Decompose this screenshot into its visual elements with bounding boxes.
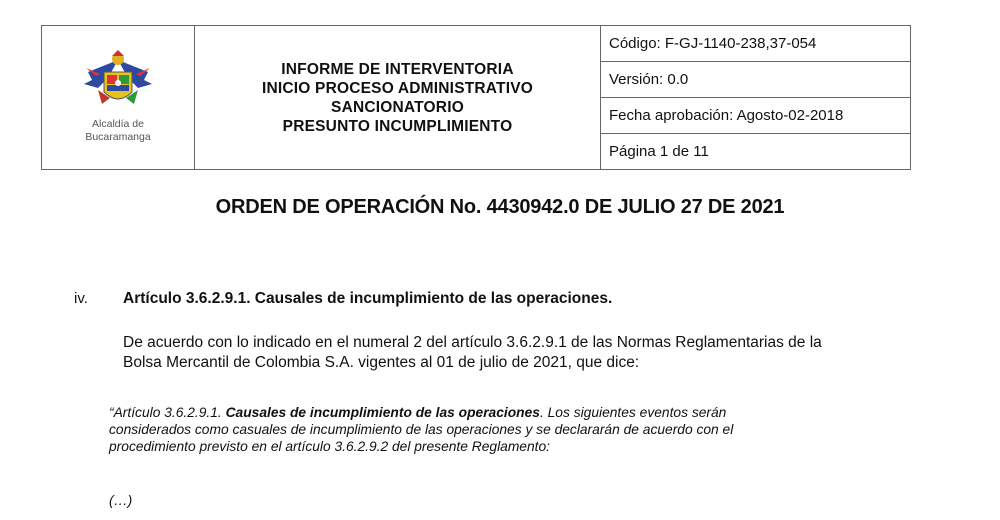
item-number: iv. <box>74 290 88 307</box>
fecha-aprobacion-cell: Fecha aprobación: Agosto-02-2018 <box>601 98 911 134</box>
codigo-cell: Código: F-GJ-1140-238,37-054 <box>601 26 911 62</box>
coat-of-arms-icon <box>78 50 158 112</box>
header-title-line-4: PRESUNTO INCUMPLIMIENTO <box>282 117 513 135</box>
body-paragraph <box>123 333 893 373</box>
header-title-line-3: SANCIONATORIO <box>331 98 464 116</box>
paragraph-line-2: Bolsa Mercantil de Colombia S.A. vigentes al 01 de julio de 2021, que dice: <box>123 354 640 371</box>
paragraph-line-1: De acuerdo con lo indicado en el numeral 2 del artículo 3.6.2.9.1 de las Normas Reglamentarias de la <box>123 334 822 351</box>
version-cell: Versión: 0.0 <box>601 62 911 98</box>
logo-text-line2: Bucaramanga <box>85 131 151 143</box>
header-title-cell <box>195 26 601 170</box>
header-title-line-2: INICIO PROCESO ADMINISTRATIVO <box>261 79 534 97</box>
quote-line-1 <box>109 404 899 421</box>
quote-bold-heading: Causales de incumplimiento de las operaciones <box>225 405 540 420</box>
logo-text-line1: Alcaldía de <box>92 118 144 130</box>
quoted-article <box>109 404 899 455</box>
item-heading: Artículo 3.6.2.9.1. Causales de incumplimiento de las operaciones. <box>123 290 613 307</box>
logo-cell <box>42 26 195 170</box>
ellipsis-marker: (…) <box>109 492 133 508</box>
quote-line-2: considerados como casuales de incumplimiento de las operaciones y se declararán de acuerdo con el <box>109 422 734 437</box>
quote-line-1-rest: . Los siguientes eventos serán <box>539 405 727 420</box>
pagina-cell: Página 1 de 11 <box>601 134 911 170</box>
document-header-table <box>41 25 911 170</box>
quote-prefix: “Artículo 3.6.2.9.1. <box>109 405 222 420</box>
header-title-line-1: INFORME DE INTERVENTORIA <box>281 60 514 78</box>
quote-line-3: procedimiento previsto en el artículo 3.6.2.9.2 del presente Reglamento: <box>109 439 550 454</box>
document-title: ORDEN DE OPERACIÓN No. 4430942.0 DE JULIO 27 DE 2021 <box>215 196 785 218</box>
alcaldia-logo <box>63 50 173 143</box>
